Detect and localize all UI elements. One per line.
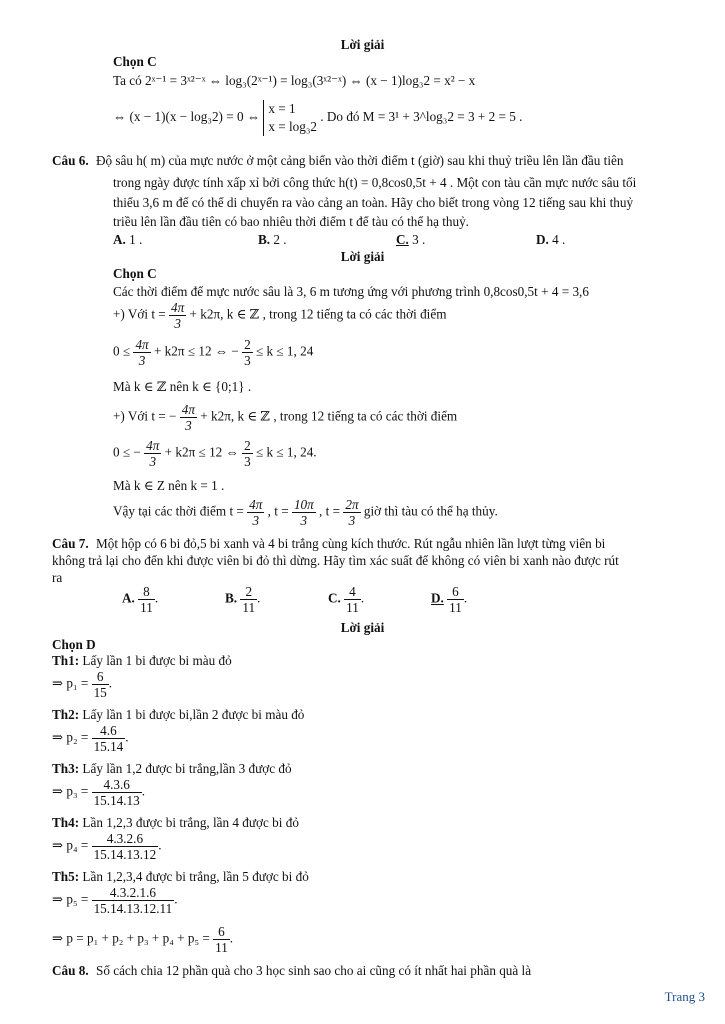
equation-system: x = 1 x = log₃2 — [263, 100, 317, 136]
solution-line: Vậy tại các thời điểm t = $\frac{4\pi}{3}$ , t = $\frac{10\pi}{3}$ , t = $\frac{2\pi}{3}$ giờ thì tàu có thể hạ thủy. — [113, 497, 498, 528]
solution-line: +) Với t = $\frac{4\pi}{3}$ + k2π, k ∈ ℤ , trong 12 tiếng ta có các thời điểm — [113, 300, 447, 331]
option-c: C. $\frac{4}{11}$ . — [328, 584, 365, 615]
case-probability: ⇒ p₄ = $\frac{4.3.2.6}{15.14.13.12}$ . — [52, 831, 162, 862]
question-text: Một hộp có 6 bi đỏ,5 bi xanh và 4 bi trắng cùng kích thước. Rút ngẫu nhiên lần lượt từng viên bi — [96, 536, 606, 551]
solution-heading: Lời giải — [340, 620, 385, 635]
option-d: D. 4 . — [536, 232, 566, 247]
question-text: trong ngày được tính xấp xỉ bởi công thức h(t) = 0,8cos0,5t + 4 . Một con tàu cần mực nước sâu tối — [113, 175, 637, 190]
case-probability: ⇒ p₁ = $\frac{6}{15}$ . — [52, 669, 113, 700]
solution-line: ⇔ (x − 1)(x − log₃2) = 0 ⇔ x = 1 x = log₃2 . Do đó M = 3¹ + 3^log₃2 = 3 + 2 = 5 . — [113, 101, 523, 134]
solution-line: Ta có 2ˣ⁻¹ = 3ˣ²⁻ˣ ⇔ log₃(2ˣ⁻¹) = log₃(3ˣ²⁻ˣ) ⇔ (x − 1)log₃2 = x² − x — [113, 73, 476, 88]
case-probability: ⇒ p₅ = $\frac{4.3.2.1.6}{15.14.13.12.11}$ . — [52, 885, 178, 916]
option-a: A. 1 . — [113, 232, 143, 247]
question-label: Câu 6. — [52, 153, 89, 168]
answer-choice: Chọn C — [113, 266, 157, 281]
question-label: Câu 8. — [52, 963, 89, 978]
option-c: C. 3 . — [396, 232, 426, 247]
answer-choice: Chọn D — [52, 637, 96, 652]
solution-line: +) Với t = − $\frac{4\pi}{3}$ + k2π, k ∈ ℤ , trong 12 tiếng ta có các thời điểm — [113, 402, 458, 433]
question-text: không trả lại cho đến khi được viên bi đỏ thì dừng. Hãy tìm xác suất để không có viên bi xanh nào được rút — [52, 553, 619, 568]
answer-choice: Chọn C — [113, 54, 157, 69]
option-d: D. $\frac{6}{11}$ . — [431, 584, 468, 615]
question-text: triều lên lần đầu tiên có bao nhiêu thời điểm t để tàu có thể hạ thuỷ. — [113, 214, 469, 229]
question-text: Độ sâu h( m) của mực nước ở một cảng biển vào thời điểm t (giờ) sau khi thuỷ triều lên lần đầu tiên — [96, 153, 624, 168]
solution-line: Mà k ∈ ℤ nên k ∈ {0;1} . — [113, 379, 252, 394]
solution-line: Các thời điểm để mực nước sâu là 3, 6 m tương ứng với phương trình 0,8cos0,5t + 4 = 3,6 — [113, 284, 589, 299]
solution-line: 0 ≤ $\frac{4\pi}{3}$ + k2π ≤ 12 ⇔ − $\frac{2}{3}$ ≤ k ≤ 1, 24 — [113, 337, 314, 368]
solution-line: Mà k ∈ Z nên k = 1 . — [113, 478, 225, 493]
case-description: Th5: Lần 1,2,3,4 được bi trắng, lần 5 được bi đỏ — [52, 869, 309, 884]
case-probability: ⇒ p₃ = $\frac{4.3.6}{15.14.13}$ . — [52, 777, 146, 808]
question-label: Câu 7. — [52, 536, 89, 551]
page-number: Trang 3 — [664, 989, 705, 1004]
question-text: Số cách chia 12 phần quà cho 3 học sinh sao cho ai cũng có ít nhất hai phần quà là — [96, 963, 532, 978]
solution-line: 0 ≤ − $\frac{4\pi}{3}$ + k2π ≤ 12 ⇔ $\frac{2}{3}$ ≤ k ≤ 1, 24. — [113, 438, 317, 469]
option-b: B. $\frac{2}{11}$ . — [225, 584, 261, 615]
case-description: Th3: Lấy lần 1,2 được bi trắng,lần 3 được đỏ — [52, 761, 292, 776]
solution-heading: Lời giải — [340, 249, 385, 264]
case-description: Th2: Lấy lần 1 bi được bi,lần 2 được bi màu đỏ — [52, 707, 305, 722]
case-description: Th1: Lấy lần 1 bi được bi màu đỏ — [52, 653, 232, 668]
case-description: Th4: Lần 1,2,3 được bi trắng, lần 4 được bi đỏ — [52, 815, 299, 830]
total-probability: ⇒ p = p₁ + p₂ + p₃ + p₄ + p₅ = $\frac{6}{11}$ . — [52, 924, 234, 955]
question-text: ra — [52, 570, 63, 585]
option-a: A. $\frac{8}{11}$ . — [122, 584, 159, 615]
case-probability: ⇒ p₂ = $\frac{4.6}{15.14}$ . — [52, 723, 129, 754]
solution-heading: Lời giải — [340, 37, 385, 52]
option-b: B. 2 . — [258, 232, 287, 247]
question-text: thiểu 3,6 m để có thể di chuyển ra vào cảng an toàn. Hãy cho biết trong vòng 12 tiếng sau khi thuỷ — [113, 195, 634, 210]
